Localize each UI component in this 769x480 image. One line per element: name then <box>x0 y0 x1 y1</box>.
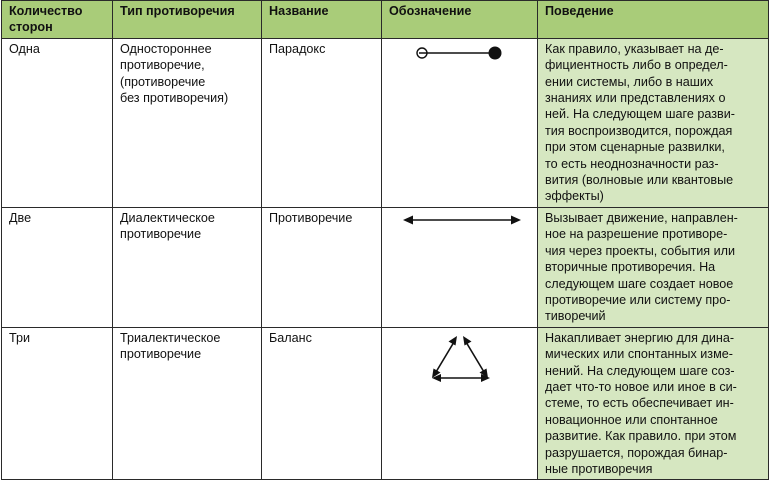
cell-behavior: Вызывает движение, направлен- ное на разрешение противоре- чия через проекты, события или вторичные противоречия. На следующем шаге создает новое противоречие или систему про- тиворечий <box>538 207 769 327</box>
table-row <box>2 207 769 327</box>
header-symbol: Обозначение <box>382 1 538 39</box>
contradictions-table <box>1 0 769 480</box>
cell-symbol <box>382 327 538 480</box>
header-name: Название <box>262 1 382 39</box>
header-behavior: Поведение <box>538 1 769 39</box>
cell-name: Противоречие <box>262 207 382 327</box>
cell-name: Баланс <box>262 327 382 480</box>
table-row <box>2 38 769 207</box>
cell-sides: Три <box>2 327 113 480</box>
triangle-arrows-icon <box>389 330 544 386</box>
table-row <box>2 327 769 480</box>
cell-behavior: Накапливает энергию для дина- мических или спонтанных изме- нений. На следующем шаге соз- дает что-то новое или иное в си- стеме, то есть обеспечивает ин- новационное или спонтанное развитие. Как правило. при этом разрушается, порождая бинар- ные противоречия <box>538 327 769 480</box>
header-sides: Количество сторон <box>2 1 113 39</box>
cell-symbol <box>382 38 538 207</box>
cell-type: Диалектическое противоречие <box>113 207 262 327</box>
cell-type: Одностороннее противоречие, (противоречие без противоречия) <box>113 38 262 207</box>
double-headed-arrow-icon <box>389 210 544 240</box>
header-row <box>2 1 769 39</box>
cell-symbol <box>382 207 538 327</box>
one-sided-arrow-icon <box>389 41 544 81</box>
cell-type: Триалектическое противоречие <box>113 327 262 480</box>
cell-behavior: Как правило, указывает на де- фициентность либо в определ- ении системы, либо в наших знаниях или представлениях о ней. На следующем шаге разви- тия воспроизводится, порождая при этом сценарные развилки, то есть неоднозначности раз- вития (волновые или квантовые эффекты) <box>538 38 769 207</box>
cell-sides: Одна <box>2 38 113 207</box>
cell-name: Парадокс <box>262 38 382 207</box>
cell-sides: Две <box>2 207 113 327</box>
header-type: Тип противоречия <box>113 1 262 39</box>
